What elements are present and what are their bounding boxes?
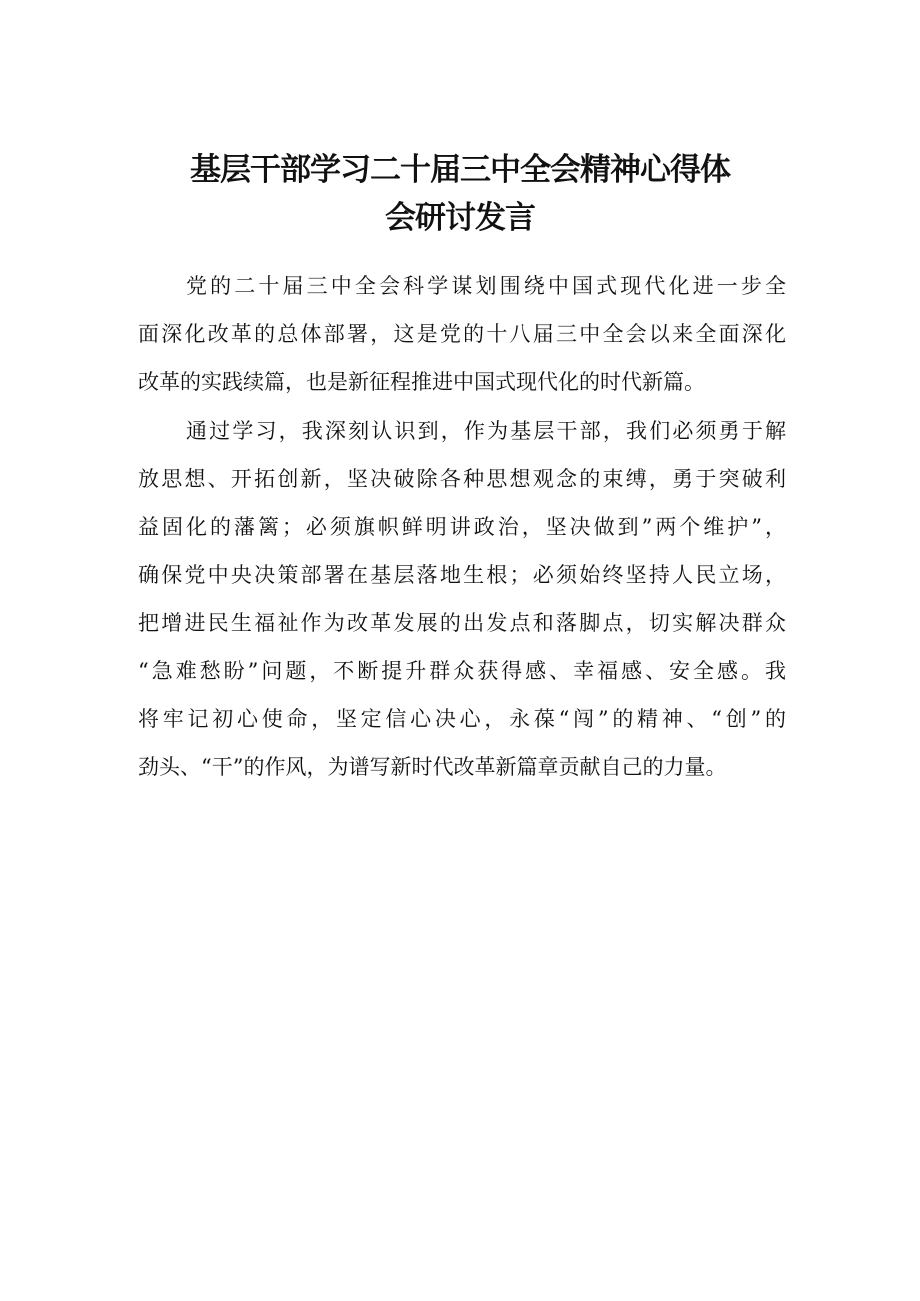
paragraph-line: 通过学习，我深刻认识到，作为基层干部，我们必须勇于解 — [186, 419, 786, 443]
paragraph-line: 确保党中央决策部署在基层落地生根；必须始终坚持人民立场， — [138, 563, 786, 587]
document-title-line-1: 基层干部学习二十届三中全会精神心得体 — [190, 152, 730, 188]
paragraph-line: 面深化改革的总体部署，这是党的十八届三中全会以来全面深化 — [138, 322, 786, 346]
paragraph-line: 放思想、开拓创新，坚决破除各种思想观念的束缚，勇于突破利 — [138, 467, 786, 491]
paragraph-line: 把增进民生福祉作为改革发展的出发点和落脚点，切实解决群众 — [138, 611, 786, 635]
document-title-line-2: 会研讨发言 — [385, 200, 535, 236]
paragraph-line: 党的二十届三中全会科学谋划围绕中国式现代化进一步全 — [186, 274, 786, 298]
paragraph-line: 劲头、“干”的作风，为谱写新时代改革新篇章贡献自己的力量。 — [138, 755, 727, 779]
paragraph-line: 将牢记初心使命，坚定信心决心，永葆“闯”的精神、“创”的 — [138, 707, 786, 731]
paragraph-line: “急难愁盼”问题，不断提升群众获得感、幸福感、安全感。我 — [138, 659, 786, 683]
paragraph-line: 改革的实践续篇，也是新征程推进中国式现代化的时代新篇。 — [138, 370, 705, 394]
paragraph-line: 益固化的藩篱；必须旗帜鲜明讲政治，坚决做到”两个维护”， — [138, 515, 786, 539]
